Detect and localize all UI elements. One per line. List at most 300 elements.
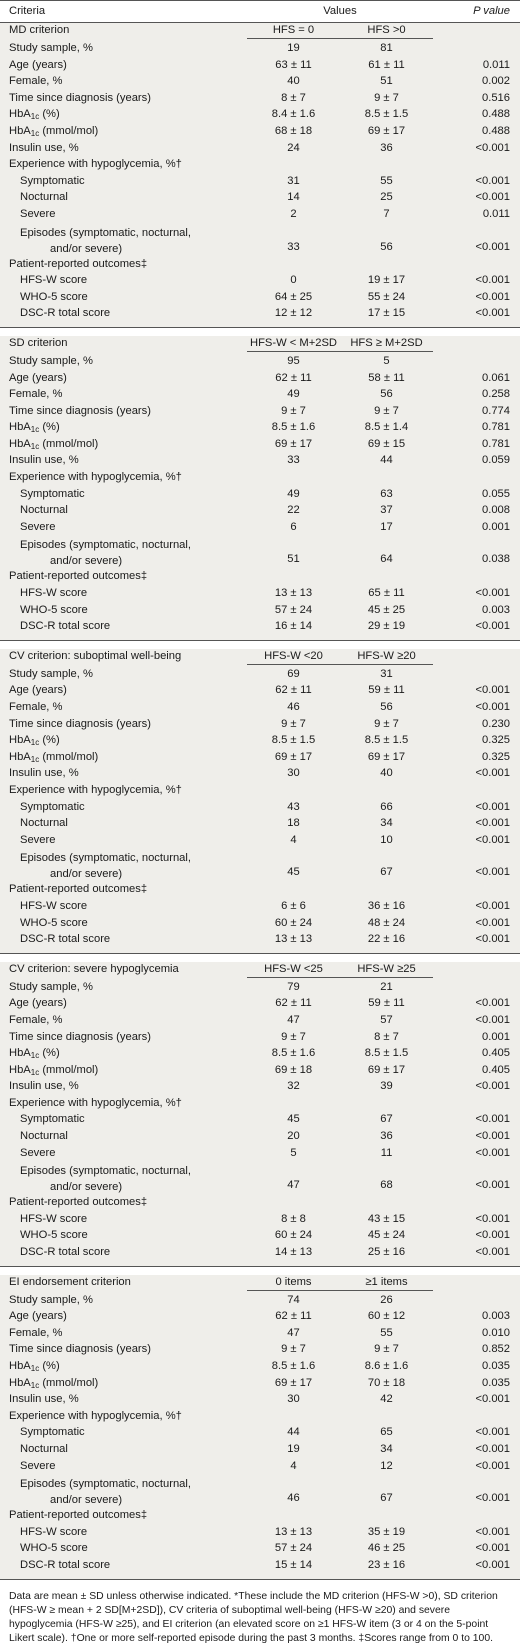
row-label — [20, 1130, 68, 1142]
p-value: <0.001 — [475, 767, 510, 780]
p-value: <0.001 — [475, 307, 510, 320]
section-title: CV criterion: severe hypoglycemia — [9, 962, 179, 975]
table-row — [0, 1228, 520, 1245]
table-row — [0, 224, 520, 257]
group1-label: HFS-W <20 — [264, 649, 323, 662]
row-label-text: Time since diagnosis (years) — [9, 1343, 151, 1356]
group1-value: 95 — [287, 354, 300, 367]
table-row — [0, 1459, 520, 1476]
group1-value: 19 — [287, 42, 300, 54]
table-row — [0, 683, 520, 700]
group1-value: 69 ± 17 — [274, 1376, 313, 1389]
table-row — [0, 899, 520, 916]
group2-value: 19 ± 17 — [367, 274, 406, 287]
group-underline — [247, 38, 433, 39]
p-value: 0.001 — [482, 1030, 510, 1043]
row-label — [20, 850, 191, 882]
row-label — [9, 1410, 182, 1422]
group1-value: 44 — [287, 1426, 300, 1439]
row-label-text: Time since diagnosis (years) — [9, 717, 151, 730]
row-label — [20, 1113, 85, 1125]
table-row — [0, 700, 520, 717]
group1-value: 16 ± 14 — [274, 620, 313, 633]
table-row — [0, 1046, 520, 1063]
section-body — [0, 980, 520, 1262]
row-label-text: Experience with hypoglycemia, %† — [9, 783, 182, 796]
group1-value: 62 ± 11 — [275, 684, 312, 697]
row-label — [20, 1246, 110, 1258]
row-label-subscript: 1c — [30, 754, 40, 764]
p-value: <0.001 — [475, 141, 510, 154]
group1-value: 20 — [287, 1130, 300, 1143]
row-label-subscript: 1c — [30, 1067, 40, 1077]
group1-value: 57 ± 24 — [274, 603, 313, 616]
group2-value: 45 ± 24 — [367, 1229, 406, 1242]
table-row — [0, 420, 520, 437]
row-label — [20, 1460, 55, 1472]
group2-value: 70 ± 18 — [367, 1376, 406, 1389]
row-label-suffix: (%) — [39, 1047, 60, 1060]
row-label — [20, 1526, 87, 1538]
row-label-text: Study sample, % — [9, 980, 93, 993]
row-label-line2: and/or severe) — [50, 242, 123, 255]
row-label — [9, 438, 98, 451]
row-label-text: Age (years) — [9, 997, 67, 1010]
group2-value: 11 — [380, 1146, 393, 1159]
row-label — [20, 307, 110, 319]
table-row — [0, 882, 520, 899]
group1-value: 18 — [287, 817, 300, 830]
group1-value: 45 — [287, 1113, 300, 1126]
table-row — [0, 1063, 520, 1080]
table-row — [0, 1442, 520, 1459]
row-label — [9, 883, 147, 895]
row-label-text: Symptomatic — [20, 800, 85, 813]
row-label — [9, 1310, 67, 1322]
row-label-text: Insulin use, % — [9, 767, 79, 780]
table-row — [0, 1212, 520, 1229]
row-label-text: DSC-R total score — [20, 307, 111, 320]
table-row — [0, 257, 520, 274]
row-label-suffix: (mmol/mol) — [39, 1063, 99, 1076]
group1-value: 8.5 ± 1.6 — [271, 1047, 316, 1060]
table-row — [0, 1030, 520, 1047]
group1-value: 14 ± 13 — [274, 1246, 313, 1259]
table-row — [0, 1326, 520, 1343]
group1-value: 62 ± 11 — [275, 371, 312, 384]
p-value: <0.001 — [475, 1442, 510, 1455]
p-value: 0.003 — [482, 1310, 510, 1323]
p-value: <0.001 — [475, 1113, 510, 1126]
group1-value: 43 — [287, 800, 300, 813]
row-label — [9, 1509, 147, 1521]
p-value: 0.010 — [482, 1326, 510, 1339]
row-label — [20, 291, 88, 303]
table-row — [0, 1129, 520, 1146]
row-label — [9, 1327, 62, 1339]
row-label-text: HbA — [9, 108, 31, 121]
row-label-text: HbA — [9, 124, 31, 137]
group2-value: 56 — [380, 388, 393, 401]
group1-value: 60 ± 24 — [274, 1229, 313, 1242]
table-row — [0, 437, 520, 454]
group1-label: HFS = 0 — [272, 24, 315, 36]
row-label-text: Patient-reported outcomes‡ — [9, 257, 148, 270]
group2-value: 9 ± 7 — [374, 91, 399, 104]
p-value: <0.001 — [475, 1130, 510, 1143]
row-label-subscript: 1c — [30, 128, 40, 138]
row-label-text: HFS-W score — [20, 587, 88, 600]
table-footnote: Data are mean ± SD unless otherwise indicated. *These include the MD criterion (HFS-W >0), SD criterion (HFS-W ≥ mean + 2 SD[M+2SD]), CV criteria of suboptimal well-being (HFS-W ≥20) and severe hypoglycemia (HFS-W ≥25), and EI criterion (an elevated score on ≥1 HFS-W item (3 or 4 on the 5-point Likert scale). †One or more self-reported episode during the past 3 months. ‡Scores range from 0 to 100. — [9, 1590, 498, 1644]
p-value: <0.001 — [475, 916, 510, 929]
row-label — [9, 1080, 79, 1092]
row-label-text: HbA — [9, 1063, 31, 1076]
row-label-text: Nocturnal — [20, 1130, 68, 1143]
section-gap — [0, 641, 520, 649]
group2-value: 56 — [380, 701, 393, 713]
row-label — [9, 388, 62, 400]
group1-value: 15 ± 14 — [274, 1558, 313, 1571]
group1-value: 13 ± 13 — [274, 587, 313, 600]
row-label-text: Experience with hypoglycemia, %† — [9, 471, 182, 484]
row-label-text: Severe — [20, 833, 56, 846]
group2-value: 7 — [383, 207, 390, 220]
row-label-text: HbA — [9, 421, 31, 434]
table-row — [0, 536, 520, 569]
row-label-text: Time since diagnosis (years) — [9, 404, 151, 417]
table-row — [0, 157, 520, 174]
table-row — [0, 387, 520, 404]
group2-value: 29 ± 19 — [367, 620, 406, 633]
table-body — [0, 23, 520, 1580]
group1-value: 8 ± 8 — [281, 1212, 306, 1225]
group1-value: 4 — [290, 833, 297, 846]
group2-label: HFS >0 — [367, 24, 406, 36]
table-row — [0, 306, 520, 323]
row-label-text: Female, % — [9, 701, 63, 713]
row-label-line2: and/or severe) — [50, 1494, 123, 1507]
row-label-text: HFS-W score — [20, 899, 88, 912]
row-label-text: WHO-5 score — [20, 603, 88, 616]
group1-value: 69 ± 17 — [274, 437, 313, 450]
row-label-text: Age (years) — [9, 1310, 67, 1323]
group2-value: 12 — [380, 1459, 393, 1472]
row-label-text: Nocturnal — [20, 817, 68, 830]
group1-value: 31 — [287, 174, 300, 187]
table-row — [0, 74, 520, 91]
group1-value: 33 — [287, 240, 300, 253]
section-header — [0, 962, 520, 980]
group1-value: 9 ± 7 — [281, 404, 306, 417]
row-label-suffix: (%) — [39, 421, 60, 434]
group1-value: 62 ± 11 — [275, 997, 312, 1010]
p-value: <0.001 — [475, 1246, 510, 1259]
group2-value: 45 ± 25 — [367, 603, 406, 616]
p-value: 0.002 — [482, 75, 510, 88]
row-label — [9, 1097, 182, 1109]
row-label — [9, 734, 60, 747]
p-value: <0.001 — [475, 817, 510, 830]
p-value: <0.001 — [475, 1146, 510, 1159]
row-label — [20, 504, 68, 516]
section-title: MD criterion — [9, 24, 70, 36]
p-value: 0.035 — [482, 1376, 510, 1389]
row-label-text: Experience with hypoglycemia, %† — [9, 158, 182, 171]
p-value: <0.001 — [475, 1229, 510, 1242]
row-label — [9, 405, 151, 417]
p-value: <0.001 — [475, 290, 510, 303]
group1-value: 49 — [287, 487, 300, 500]
table-row — [0, 1409, 520, 1426]
table-row — [0, 273, 520, 290]
row-label — [9, 372, 67, 384]
row-label — [20, 274, 87, 286]
row-label-line2: and/or severe) — [50, 555, 123, 568]
p-value: 0.008 — [482, 504, 510, 517]
row-label-text: Patient-reported outcomes‡ — [9, 1509, 148, 1522]
row-label-text: DSC-R total score — [20, 1558, 111, 1571]
group2-value: 25 — [380, 191, 393, 204]
table-row — [0, 932, 520, 949]
row-label — [9, 42, 93, 54]
row-label — [9, 454, 79, 466]
group2-value: 58 ± 11 — [368, 371, 405, 384]
group2-value: 40 — [380, 767, 393, 780]
table-row — [0, 1359, 520, 1376]
group1-value: 33 — [287, 454, 300, 467]
row-label — [9, 158, 182, 170]
group1-value: 5 — [290, 1146, 297, 1159]
p-value: <0.001 — [475, 174, 510, 187]
p-value: <0.001 — [475, 833, 510, 846]
row-label-text: HbA — [9, 1376, 31, 1389]
row-label — [20, 225, 191, 257]
p-value: 0.325 — [482, 750, 510, 763]
table-row — [0, 569, 520, 586]
group1-value: 14 — [287, 191, 300, 204]
group2-value: 34 — [380, 1442, 393, 1455]
row-label-text: Patient-reported outcomes‡ — [9, 570, 148, 583]
group2-value: 46 ± 25 — [367, 1542, 406, 1555]
group2-value: 21 — [380, 980, 393, 993]
group1-value: 74 — [287, 1293, 300, 1306]
table-row — [0, 354, 520, 371]
row-label-text: Study sample, % — [9, 667, 93, 680]
row-label — [9, 258, 147, 270]
group2-value: 5 — [383, 354, 390, 367]
section-header — [0, 336, 520, 354]
row-label — [9, 981, 93, 993]
group1-value: 6 ± 6 — [281, 899, 306, 912]
group1-value: 4 — [290, 1459, 297, 1472]
table-row — [0, 1508, 520, 1525]
row-label-text: Symptomatic — [20, 174, 85, 187]
table-row — [0, 290, 520, 307]
table-row — [0, 1425, 520, 1442]
row-label — [9, 1196, 147, 1208]
row-label-text: Symptomatic — [20, 1426, 85, 1439]
table-row — [0, 1525, 520, 1542]
group2-value: 55 — [380, 1326, 393, 1339]
group2-value: 26 — [380, 1293, 393, 1306]
group2-value: 39 — [380, 1080, 393, 1093]
p-value: <0.001 — [475, 240, 510, 253]
p-value: 0.774 — [482, 404, 510, 417]
row-label — [20, 537, 191, 569]
row-label — [9, 355, 93, 367]
row-label — [20, 1229, 88, 1241]
row-label — [20, 1147, 55, 1159]
row-label-text: Female, % — [9, 75, 63, 88]
table-row — [0, 619, 520, 636]
section-title: CV criterion: suboptimal well-being — [9, 649, 182, 662]
row-label — [20, 817, 68, 829]
row-label-text: Nocturnal — [20, 191, 68, 204]
group2-value: 8.5 ± 1.4 — [364, 421, 409, 434]
row-label-text: DSC-R total score — [20, 933, 111, 946]
table-row — [0, 733, 520, 750]
table-row — [0, 1245, 520, 1262]
group1-value: 8 ± 7 — [281, 91, 306, 104]
row-label — [20, 191, 68, 203]
table-row — [0, 1293, 520, 1310]
table-row — [0, 141, 520, 158]
table-row — [0, 453, 520, 470]
group-underline — [247, 664, 433, 665]
p-value: <0.001 — [475, 191, 510, 204]
row-label — [20, 1542, 88, 1554]
section-header — [0, 1275, 520, 1293]
p-value: <0.001 — [475, 1558, 510, 1571]
table-row — [0, 1342, 520, 1359]
row-label-text: Severe — [20, 1459, 56, 1472]
table-row — [0, 190, 520, 207]
group-underline — [247, 351, 433, 352]
table-row — [0, 766, 520, 783]
table-row — [0, 371, 520, 388]
group2-value: 8.6 ± 1.6 — [364, 1360, 409, 1372]
group2-value: 9 ± 7 — [374, 404, 399, 417]
group1-value: 32 — [287, 1080, 300, 1093]
p-value: 0.325 — [482, 734, 510, 747]
p-value: <0.001 — [475, 1459, 510, 1472]
p-value: <0.001 — [475, 1013, 510, 1026]
row-label — [9, 1393, 79, 1405]
section-body — [0, 1293, 520, 1575]
p-value: 0.059 — [482, 454, 510, 467]
section-header — [0, 23, 520, 41]
row-label — [9, 684, 67, 696]
row-label-suffix: (%) — [39, 108, 60, 121]
row-label-text: HbA — [9, 437, 31, 450]
row-label — [9, 1047, 60, 1060]
group1-value: 8.4 ± 1.6 — [271, 108, 316, 121]
row-label-text: Study sample, % — [9, 354, 93, 367]
group2-value: 8.5 ± 1.5 — [364, 1047, 409, 1060]
group1-value: 19 — [287, 1442, 300, 1455]
group1-value: 60 ± 24 — [274, 916, 313, 929]
group2-value: 43 ± 15 — [367, 1212, 406, 1225]
table-row — [0, 503, 520, 520]
row-label — [9, 997, 67, 1009]
row-label-suffix: (mmol/mol) — [39, 437, 99, 450]
row-label-text: Insulin use, % — [9, 141, 79, 154]
group2-value: 65 ± 11 — [368, 587, 405, 600]
group1-value: 69 ± 18 — [274, 1063, 313, 1076]
group1-value: 64 ± 25 — [274, 290, 313, 303]
row-label — [9, 1031, 151, 1043]
row-label — [20, 801, 85, 813]
p-value: <0.001 — [475, 1426, 510, 1439]
row-label-text: DSC-R total score — [20, 620, 111, 633]
row-label — [9, 668, 93, 680]
row-label-text: HFS-W score — [20, 1525, 88, 1538]
group1-value: 68 ± 18 — [274, 124, 313, 137]
table-row — [0, 1079, 520, 1096]
row-label-text: Severe — [20, 520, 56, 533]
row-label — [20, 620, 110, 632]
row-label — [9, 751, 98, 764]
section-gap — [0, 954, 520, 962]
group1-value: 13 ± 13 — [274, 1525, 313, 1538]
p-value: <0.001 — [475, 800, 510, 813]
table-row — [0, 107, 520, 124]
group1-value: 69 — [287, 667, 300, 680]
table-row — [0, 1096, 520, 1113]
group1-value: 45 — [287, 866, 300, 879]
row-label-subscript: 1c — [30, 112, 40, 122]
row-label-text: Age (years) — [9, 371, 67, 384]
table-row — [0, 404, 520, 421]
table-row — [0, 833, 520, 850]
p-value: <0.001 — [475, 684, 510, 697]
row-label-text: Episodes (symptomatic, nocturnal, — [20, 852, 191, 865]
row-label — [20, 1426, 85, 1438]
group2-value: 69 ± 15 — [367, 437, 406, 450]
row-label-subscript: 1c — [30, 441, 40, 451]
group2-value: 59 ± 11 — [368, 684, 405, 697]
group2-value: 42 — [380, 1393, 393, 1406]
row-label-text: Time since diagnosis (years) — [9, 1030, 151, 1043]
row-label-text: Time since diagnosis (years) — [9, 91, 151, 104]
group2-value: 64 — [380, 553, 393, 566]
group1-value: 0 — [290, 274, 297, 287]
row-label-text: Episodes (symptomatic, nocturnal, — [20, 539, 191, 552]
p-value: 0.516 — [482, 91, 510, 104]
row-label-text: WHO-5 score — [20, 916, 88, 929]
row-label-text: Insulin use, % — [9, 1080, 79, 1093]
group1-value: 63 ± 11 — [275, 58, 312, 71]
group2-value: 67 — [380, 866, 393, 879]
row-label-line2: and/or severe) — [50, 868, 123, 881]
group2-value: 10 — [380, 833, 393, 846]
row-label — [9, 108, 60, 121]
row-label-suffix: (%) — [39, 734, 60, 747]
row-label-text: HbA — [9, 1360, 31, 1372]
table-row — [0, 1146, 520, 1163]
row-label-text: HbA — [9, 734, 31, 747]
group1-label: 0 items — [275, 1275, 312, 1288]
row-label — [9, 1064, 98, 1077]
group2-value: 69 ± 17 — [367, 1063, 406, 1076]
p-value: 0.258 — [482, 388, 510, 401]
p-value: <0.001 — [475, 1212, 510, 1225]
p-value: 0.035 — [482, 1360, 510, 1372]
table-row — [0, 916, 520, 933]
row-label-text: Female, % — [9, 1013, 63, 1026]
row-label — [9, 1294, 93, 1306]
group-underline — [247, 977, 433, 978]
